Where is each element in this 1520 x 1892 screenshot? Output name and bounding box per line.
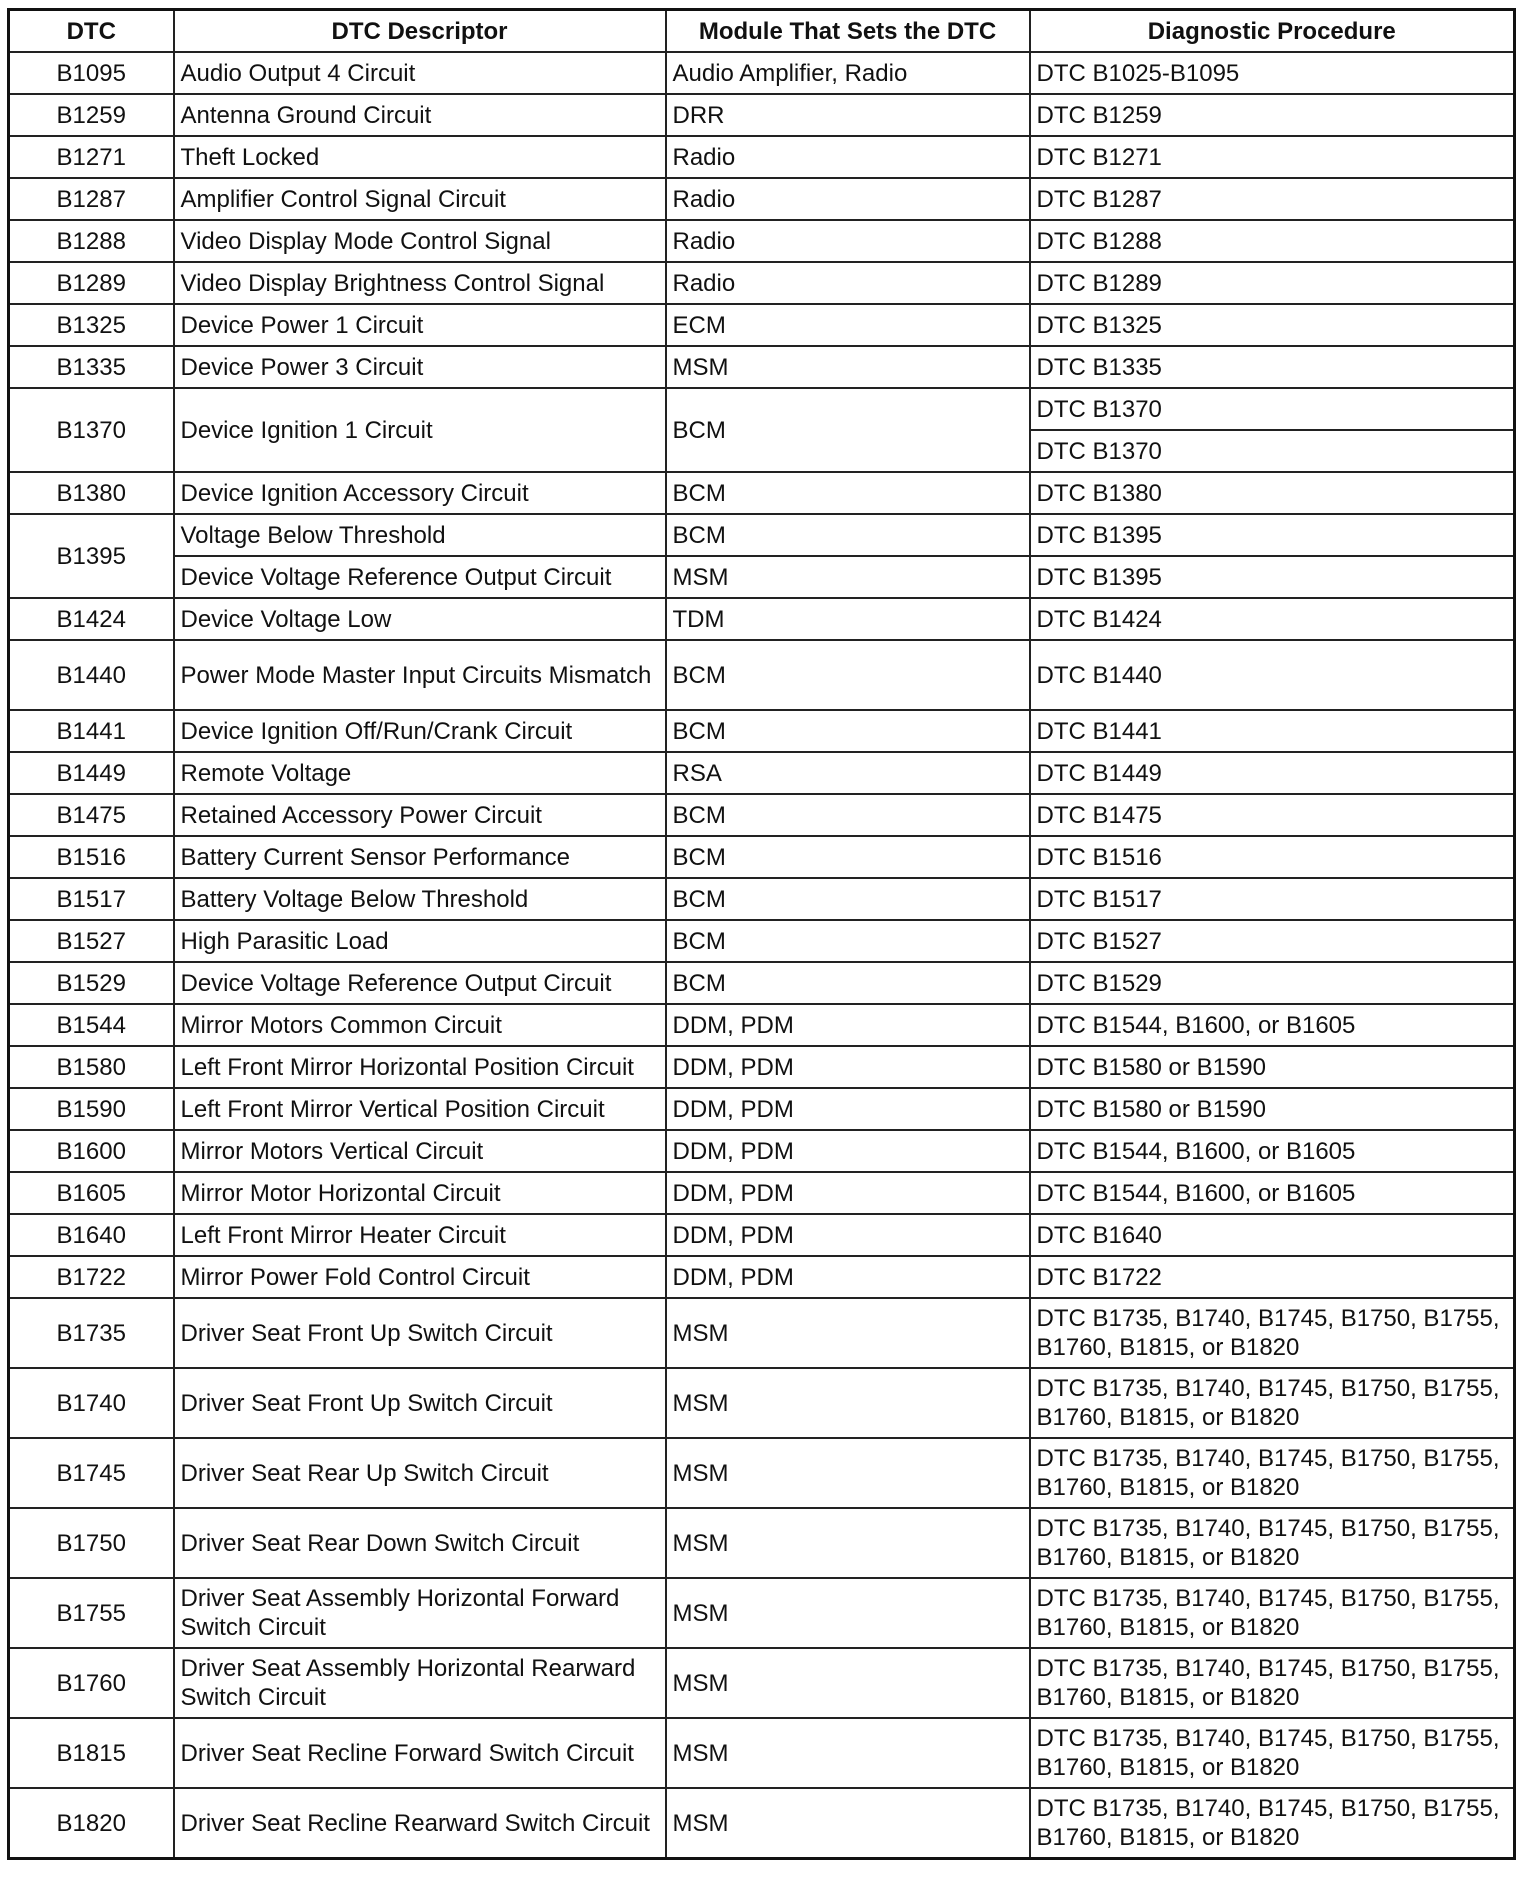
dtc-cell: B1722 xyxy=(9,1256,174,1298)
procedure-cell: DTC B1580 or B1590 xyxy=(1030,1088,1515,1130)
table-row xyxy=(9,1088,1515,1130)
descriptor-cell: Mirror Power Fold Control Circuit xyxy=(174,1256,666,1298)
procedure-cell: DTC B1529 xyxy=(1030,962,1515,1004)
descriptor-cell: Driver Seat Assembly Horizontal Rearward Switch Circuit xyxy=(174,1648,666,1718)
module-cell: BCM xyxy=(666,836,1030,878)
procedure-cell: DTC B1735, B1740, B1745, B1750, B1755, B1760, B1815, or B1820 xyxy=(1030,1648,1515,1718)
procedure-cell: DTC B1259 xyxy=(1030,94,1515,136)
module-cell: MSM xyxy=(666,1368,1030,1438)
dtc-cell: B1750 xyxy=(9,1508,174,1578)
procedure-cell: DTC B1288 xyxy=(1030,220,1515,262)
dtc-cell: B1288 xyxy=(9,220,174,262)
module-cell: DDM, PDM xyxy=(666,1130,1030,1172)
dtc-cell: B1527 xyxy=(9,920,174,962)
procedure-cell: DTC B1735, B1740, B1745, B1750, B1755, B1760, B1815, or B1820 xyxy=(1030,1508,1515,1578)
table-row xyxy=(9,52,1515,94)
dtc-cell: B1380 xyxy=(9,472,174,514)
module-cell: Radio xyxy=(666,136,1030,178)
descriptor-cell: Mirror Motors Common Circuit xyxy=(174,1004,666,1046)
table-row xyxy=(9,262,1515,304)
dtc-cell: B1287 xyxy=(9,178,174,220)
descriptor-cell: Left Front Mirror Heater Circuit xyxy=(174,1214,666,1256)
table-row xyxy=(9,472,1515,514)
procedure-cell: DTC B1516 xyxy=(1030,836,1515,878)
dtc-cell: B1544 xyxy=(9,1004,174,1046)
module-cell: BCM xyxy=(666,472,1030,514)
descriptor-cell: Mirror Motor Horizontal Circuit xyxy=(174,1172,666,1214)
descriptor-cell: Remote Voltage xyxy=(174,752,666,794)
table-body xyxy=(9,52,1515,1859)
descriptor-cell: Driver Seat Recline Forward Switch Circuit xyxy=(174,1718,666,1788)
descriptor-cell: Driver Seat Rear Up Switch Circuit xyxy=(174,1438,666,1508)
module-cell: DDM, PDM xyxy=(666,1256,1030,1298)
module-cell: BCM xyxy=(666,794,1030,836)
dtc-cell: B1760 xyxy=(9,1648,174,1718)
descriptor-cell: Left Front Mirror Vertical Position Circuit xyxy=(174,1088,666,1130)
procedure-cell: DTC B1475 xyxy=(1030,794,1515,836)
table-row xyxy=(9,962,1515,1004)
dtc-table xyxy=(7,8,1516,1860)
procedure-cell: DTC B1335 xyxy=(1030,346,1515,388)
table-row xyxy=(9,836,1515,878)
module-cell: BCM xyxy=(666,962,1030,1004)
dtc-cell: B1605 xyxy=(9,1172,174,1214)
dtc-cell: B1395 xyxy=(9,514,174,598)
module-cell: DDM, PDM xyxy=(666,1046,1030,1088)
module-cell: MSM xyxy=(666,1788,1030,1859)
table-row xyxy=(9,556,1515,598)
table-row xyxy=(9,1438,1515,1508)
table-row xyxy=(9,514,1515,556)
header-descriptor: DTC Descriptor xyxy=(174,10,666,53)
module-cell: DRR xyxy=(666,94,1030,136)
dtc-cell: B1095 xyxy=(9,52,174,94)
table-row xyxy=(9,388,1515,430)
dtc-cell: B1580 xyxy=(9,1046,174,1088)
descriptor-cell: Video Display Mode Control Signal xyxy=(174,220,666,262)
module-cell: MSM xyxy=(666,1648,1030,1718)
dtc-cell: B1259 xyxy=(9,94,174,136)
dtc-cell: B1529 xyxy=(9,962,174,1004)
dtc-cell: B1440 xyxy=(9,640,174,710)
module-cell: MSM xyxy=(666,1578,1030,1648)
dtc-cell: B1600 xyxy=(9,1130,174,1172)
dtc-cell: B1335 xyxy=(9,346,174,388)
table-row xyxy=(9,752,1515,794)
module-cell: BCM xyxy=(666,920,1030,962)
dtc-cell: B1475 xyxy=(9,794,174,836)
table-row xyxy=(9,1508,1515,1578)
table-row xyxy=(9,220,1515,262)
descriptor-cell: Battery Current Sensor Performance xyxy=(174,836,666,878)
dtc-cell: B1289 xyxy=(9,262,174,304)
procedure-cell: DTC B1025-B1095 xyxy=(1030,52,1515,94)
procedure-cell: DTC B1517 xyxy=(1030,878,1515,920)
dtc-cell: B1516 xyxy=(9,836,174,878)
table-row xyxy=(9,1298,1515,1368)
descriptor-cell: Power Mode Master Input Circuits Mismatch xyxy=(174,640,666,710)
module-cell: Radio xyxy=(666,262,1030,304)
dtc-cell: B1740 xyxy=(9,1368,174,1438)
module-cell: RSA xyxy=(666,752,1030,794)
module-cell: TDM xyxy=(666,598,1030,640)
module-cell: MSM xyxy=(666,1298,1030,1368)
dtc-cell: B1820 xyxy=(9,1788,174,1859)
table-row xyxy=(9,794,1515,836)
descriptor-cell: Driver Seat Assembly Horizontal Forward Switch Circuit xyxy=(174,1578,666,1648)
table-row xyxy=(9,1718,1515,1788)
table-row xyxy=(9,1046,1515,1088)
procedure-cell: DTC B1449 xyxy=(1030,752,1515,794)
procedure-cell: DTC B1640 xyxy=(1030,1214,1515,1256)
descriptor-cell: Voltage Below Threshold xyxy=(174,514,666,556)
module-cell: BCM xyxy=(666,514,1030,556)
dtc-cell: B1745 xyxy=(9,1438,174,1508)
header-procedure: Diagnostic Procedure xyxy=(1030,10,1515,53)
table-row xyxy=(9,94,1515,136)
procedure-cell: DTC B1271 xyxy=(1030,136,1515,178)
module-cell: Radio xyxy=(666,220,1030,262)
module-cell: ECM xyxy=(666,304,1030,346)
module-cell: BCM xyxy=(666,878,1030,920)
module-cell: DDM, PDM xyxy=(666,1214,1030,1256)
table-row xyxy=(9,304,1515,346)
descriptor-cell: Device Power 1 Circuit xyxy=(174,304,666,346)
procedure-cell: DTC B1580 or B1590 xyxy=(1030,1046,1515,1088)
dtc-cell: B1517 xyxy=(9,878,174,920)
descriptor-cell: Retained Accessory Power Circuit xyxy=(174,794,666,836)
descriptor-cell: Device Voltage Reference Output Circuit xyxy=(174,556,666,598)
dtc-cell: B1815 xyxy=(9,1718,174,1788)
procedure-cell: DTC B1441 xyxy=(1030,710,1515,752)
table-row xyxy=(9,346,1515,388)
procedure-cell: DTC B1527 xyxy=(1030,920,1515,962)
table-row xyxy=(9,710,1515,752)
procedure-cell: DTC B1735, B1740, B1745, B1750, B1755, B1760, B1815, or B1820 xyxy=(1030,1368,1515,1438)
table-row xyxy=(9,1648,1515,1718)
descriptor-cell: Driver Seat Front Up Switch Circuit xyxy=(174,1298,666,1368)
table-row xyxy=(9,1130,1515,1172)
procedure-cell: DTC B1287 xyxy=(1030,178,1515,220)
descriptor-cell: Theft Locked xyxy=(174,136,666,178)
descriptor-cell: Amplifier Control Signal Circuit xyxy=(174,178,666,220)
procedure-cell: DTC B1722 xyxy=(1030,1256,1515,1298)
table-row xyxy=(9,1368,1515,1438)
module-cell: MSM xyxy=(666,1438,1030,1508)
descriptor-cell: Video Display Brightness Control Signal xyxy=(174,262,666,304)
procedure-cell: DTC B1380 xyxy=(1030,472,1515,514)
descriptor-cell: Left Front Mirror Horizontal Position Circuit xyxy=(174,1046,666,1088)
table-row xyxy=(9,178,1515,220)
module-cell: DDM, PDM xyxy=(666,1088,1030,1130)
descriptor-cell: Audio Output 4 Circuit xyxy=(174,52,666,94)
dtc-cell: B1370 xyxy=(9,388,174,472)
descriptor-cell: Antenna Ground Circuit xyxy=(174,94,666,136)
module-cell: BCM xyxy=(666,388,1030,472)
descriptor-cell: Driver Seat Front Up Switch Circuit xyxy=(174,1368,666,1438)
descriptor-cell: Device Power 3 Circuit xyxy=(174,346,666,388)
procedure-cell: DTC B1325 xyxy=(1030,304,1515,346)
procedure-cell: DTC B1395 xyxy=(1030,514,1515,556)
table-row xyxy=(9,1004,1515,1046)
descriptor-cell: Device Voltage Reference Output Circuit xyxy=(174,962,666,1004)
descriptor-cell: Battery Voltage Below Threshold xyxy=(174,878,666,920)
table-row xyxy=(9,136,1515,178)
module-cell: DDM, PDM xyxy=(666,1004,1030,1046)
procedure-cell: DTC B1735, B1740, B1745, B1750, B1755, B1760, B1815, or B1820 xyxy=(1030,1788,1515,1859)
descriptor-cell: Driver Seat Rear Down Switch Circuit xyxy=(174,1508,666,1578)
table-row xyxy=(9,640,1515,710)
table-row xyxy=(9,1578,1515,1648)
procedure-cell: DTC B1370 xyxy=(1030,388,1515,430)
procedure-cell: DTC B1735, B1740, B1745, B1750, B1755, B1760, B1815, or B1820 xyxy=(1030,1578,1515,1648)
module-cell: BCM xyxy=(666,640,1030,710)
procedure-cell: DTC B1544, B1600, or B1605 xyxy=(1030,1004,1515,1046)
dtc-cell: B1755 xyxy=(9,1578,174,1648)
module-cell: DDM, PDM xyxy=(666,1172,1030,1214)
header-row xyxy=(9,10,1515,53)
procedure-cell: DTC B1544, B1600, or B1605 xyxy=(1030,1130,1515,1172)
dtc-cell: B1640 xyxy=(9,1214,174,1256)
descriptor-cell: Device Ignition 1 Circuit xyxy=(174,388,666,472)
header-dtc: DTC xyxy=(9,10,174,53)
header-module: Module That Sets the DTC xyxy=(666,10,1030,53)
module-cell: MSM xyxy=(666,346,1030,388)
table-row xyxy=(9,598,1515,640)
module-cell: Radio xyxy=(666,178,1030,220)
dtc-cell: B1424 xyxy=(9,598,174,640)
procedure-cell: DTC B1735, B1740, B1745, B1750, B1755, B1760, B1815, or B1820 xyxy=(1030,1298,1515,1368)
descriptor-cell: Device Ignition Off/Run/Crank Circuit xyxy=(174,710,666,752)
descriptor-cell: Mirror Motors Vertical Circuit xyxy=(174,1130,666,1172)
module-cell: MSM xyxy=(666,1718,1030,1788)
descriptor-cell: Device Ignition Accessory Circuit xyxy=(174,472,666,514)
table-row xyxy=(9,920,1515,962)
procedure-cell: DTC B1735, B1740, B1745, B1750, B1755, B1760, B1815, or B1820 xyxy=(1030,1438,1515,1508)
descriptor-cell: High Parasitic Load xyxy=(174,920,666,962)
procedure-cell: DTC B1289 xyxy=(1030,262,1515,304)
procedure-cell: DTC B1395 xyxy=(1030,556,1515,598)
table-row xyxy=(9,1256,1515,1298)
dtc-cell: B1271 xyxy=(9,136,174,178)
table-row xyxy=(9,878,1515,920)
procedure-cell: DTC B1544, B1600, or B1605 xyxy=(1030,1172,1515,1214)
table-row xyxy=(9,1172,1515,1214)
dtc-cell: B1735 xyxy=(9,1298,174,1368)
table-row xyxy=(9,1788,1515,1859)
dtc-cell: B1590 xyxy=(9,1088,174,1130)
procedure-cell: DTC B1735, B1740, B1745, B1750, B1755, B1760, B1815, or B1820 xyxy=(1030,1718,1515,1788)
dtc-cell: B1441 xyxy=(9,710,174,752)
dtc-cell: B1325 xyxy=(9,304,174,346)
procedure-cell: DTC B1370 xyxy=(1030,430,1515,472)
procedure-cell: DTC B1440 xyxy=(1030,640,1515,710)
table-row xyxy=(9,1214,1515,1256)
dtc-cell: B1449 xyxy=(9,752,174,794)
descriptor-cell: Driver Seat Recline Rearward Switch Circuit xyxy=(174,1788,666,1859)
procedure-cell: DTC B1424 xyxy=(1030,598,1515,640)
descriptor-cell: Device Voltage Low xyxy=(174,598,666,640)
module-cell: MSM xyxy=(666,1508,1030,1578)
module-cell: MSM xyxy=(666,556,1030,598)
module-cell: BCM xyxy=(666,710,1030,752)
table-header xyxy=(9,10,1515,53)
module-cell: Audio Amplifier, Radio xyxy=(666,52,1030,94)
